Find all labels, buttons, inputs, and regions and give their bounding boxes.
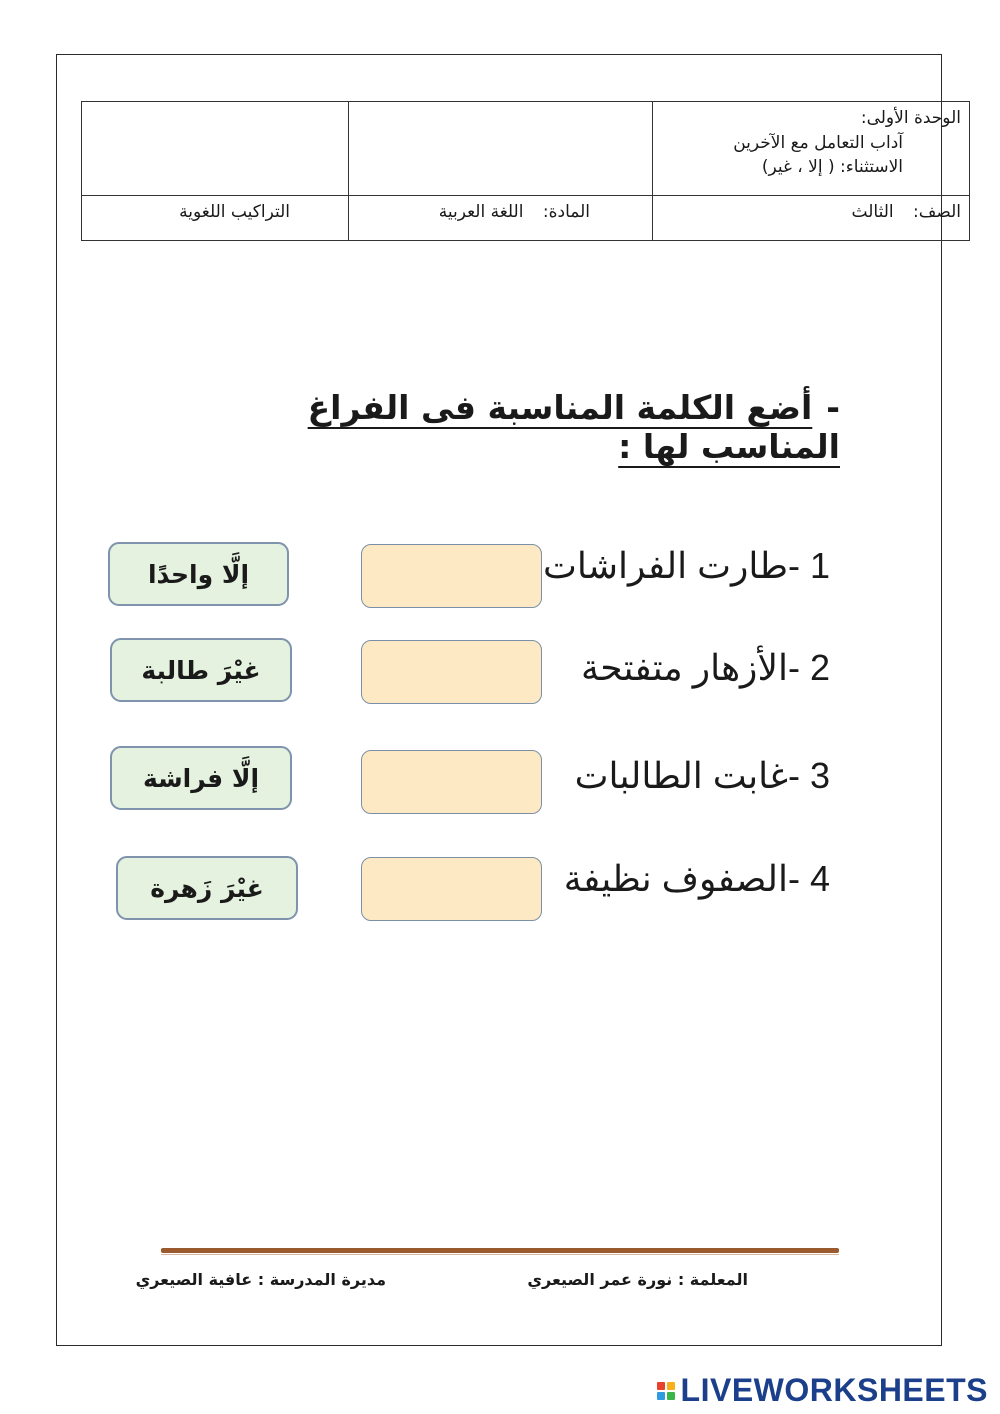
choice-tile-1[interactable]: إلَّا واحدًا bbox=[108, 542, 289, 606]
sentence-2: 2 -الأزهار متفتحة bbox=[580, 647, 830, 688]
grade-label: الصف: bbox=[913, 202, 961, 222]
liveworksheets-brand[interactable] bbox=[657, 1372, 988, 1409]
answer-drop-zone-3[interactable] bbox=[361, 750, 542, 814]
lesson-title: الاستثناء: ( إلا ، غير) bbox=[761, 157, 903, 178]
subject-label: المادة: bbox=[542, 202, 590, 222]
principal-name: مديرة المدرسة : عافية الصيعري bbox=[135, 1270, 386, 1289]
choice-tile-3[interactable]: إلَّا فراشة bbox=[110, 746, 292, 810]
sentence-3: 3 -غابت الطالبات bbox=[574, 755, 830, 796]
brand-name: LIVEWORKSHEETS bbox=[680, 1372, 988, 1408]
footer-divider bbox=[161, 1248, 839, 1253]
header-row-top bbox=[82, 102, 970, 196]
empty-header-cell bbox=[349, 102, 653, 196]
topic-value: التراكيب اللغوية bbox=[179, 202, 290, 222]
header-row-bottom bbox=[82, 196, 970, 241]
empty-header-cell-left bbox=[82, 102, 349, 196]
choice-tile-2[interactable]: غيْرَ طالبة bbox=[110, 638, 292, 702]
sentence-4: 4 -الصفوف نظيفة bbox=[563, 858, 830, 899]
choice-tile-4[interactable]: غيْرَ زَهرة bbox=[116, 856, 298, 920]
header-table bbox=[81, 101, 970, 241]
instruction-heading bbox=[180, 388, 840, 466]
unit-title: الوحدة الأولى: bbox=[860, 108, 961, 128]
sentence-1: 1 -طارت الفراشات bbox=[543, 545, 830, 586]
topic-cell bbox=[82, 196, 349, 241]
unit-subtitle: آداب التعامل مع الآخرين bbox=[733, 132, 903, 153]
instruction-text: أضع الكلمة المناسبة فى الفراغ المناسب لها : bbox=[307, 388, 840, 466]
answer-drop-zone-1[interactable] bbox=[361, 544, 542, 608]
instruction-dash: - bbox=[826, 388, 840, 427]
liveworksheets-logo-icon bbox=[657, 1382, 675, 1400]
subject-cell bbox=[349, 196, 653, 241]
answer-drop-zone-2[interactable] bbox=[361, 640, 542, 704]
grade-cell bbox=[653, 196, 970, 241]
answer-drop-zone-4[interactable] bbox=[361, 857, 542, 921]
grade-value: الثالث bbox=[851, 202, 894, 222]
unit-info-cell bbox=[653, 102, 970, 196]
subject-value: اللغة العربية bbox=[438, 202, 524, 222]
teacher-name: المعلمة : نورة عمر الصيعري bbox=[527, 1270, 748, 1289]
